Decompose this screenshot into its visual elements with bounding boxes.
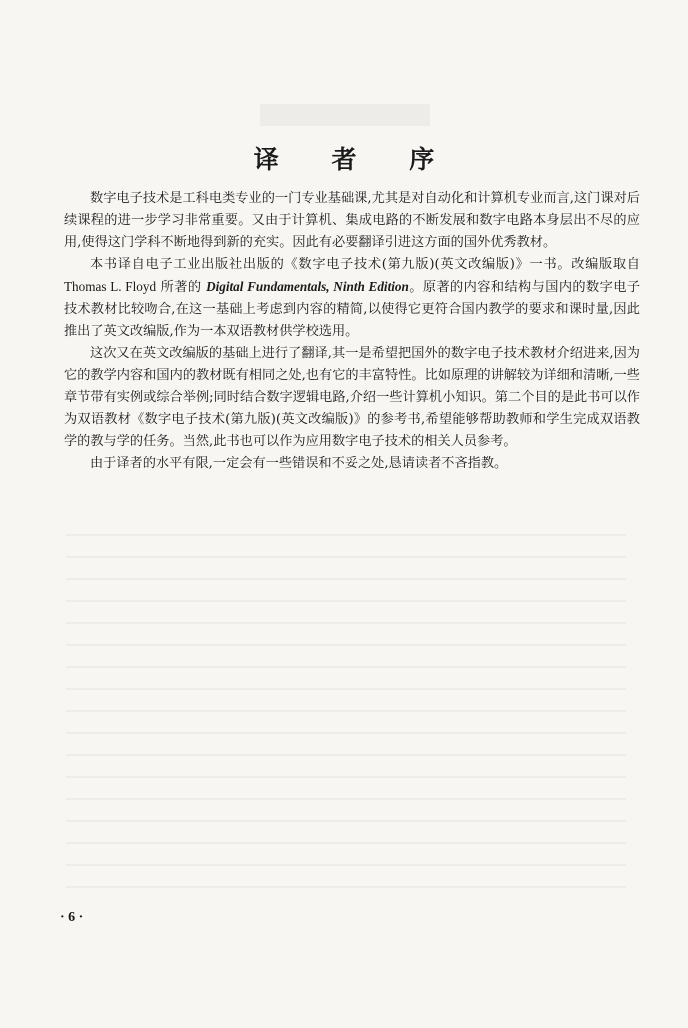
source-text-a: 本书译自电子工业出版社出版的《数字电子技术(第九版)(英文改编版)》一书。改编版取自 (90, 257, 640, 272)
page-title: 译 者 序 (253, 144, 457, 174)
body-text (64, 188, 640, 475)
paragraph-purpose: 这次又在英文改编版的基础上进行了翻译,其一是希望把国外的数字电子技术教材介绍进来,因为它的教学内容和国内的教材既有相同之处,也有它的丰富特性。比如原理的讲解较为详细和清晰,一些章节带有实例或综合举例;同时结合数字逻辑电路,介绍一些计算机小知识。第二个目的是此书可以作为双语教材《数字电子技术(第九版)(英文改编版)》的参考书,希望能够帮助教师和学生完成双语教学的教与学的任务。当然,此书也可以作为应用数字电子技术的相关人员参考。 (64, 346, 640, 449)
source-text-b: 所著的 (156, 280, 207, 295)
author-name: Thomas L. Floyd (64, 279, 157, 294)
source-text-c: 。原著的内容和结构与国内的数字电子技术教材比较吻合,在这一基础上考虑到内容的精简,以使得它更符合国内教学的要求和课时量,因此推出了英文改编版,作为一本双语教材供学校选用。 (64, 280, 641, 339)
book-title: Digital Fundamentals, Ninth Edition (206, 279, 409, 294)
bleed-through-shadow (260, 104, 430, 126)
paragraph-intro: 数字电子技术是工科电类专业的一门专业基础课,尤其是对自动化和计算机专业而言,这门课对后续课程的进一步学习非常重要。又由于计算机、集成电路的不断发展和数字电路本身层出不尽的应用,使得这门学科不断地得到新的充实。因此有必要翻译引进这方面的国外优秀教材。 (64, 191, 640, 250)
paragraph-closing: 由于译者的水平有限,一定会有一些错误和不妥之处,恳请读者不吝指教。 (90, 456, 508, 471)
bleed-through-texture (66, 520, 626, 900)
page-number: · 6 · (60, 910, 84, 925)
paragraph-source (64, 254, 640, 343)
